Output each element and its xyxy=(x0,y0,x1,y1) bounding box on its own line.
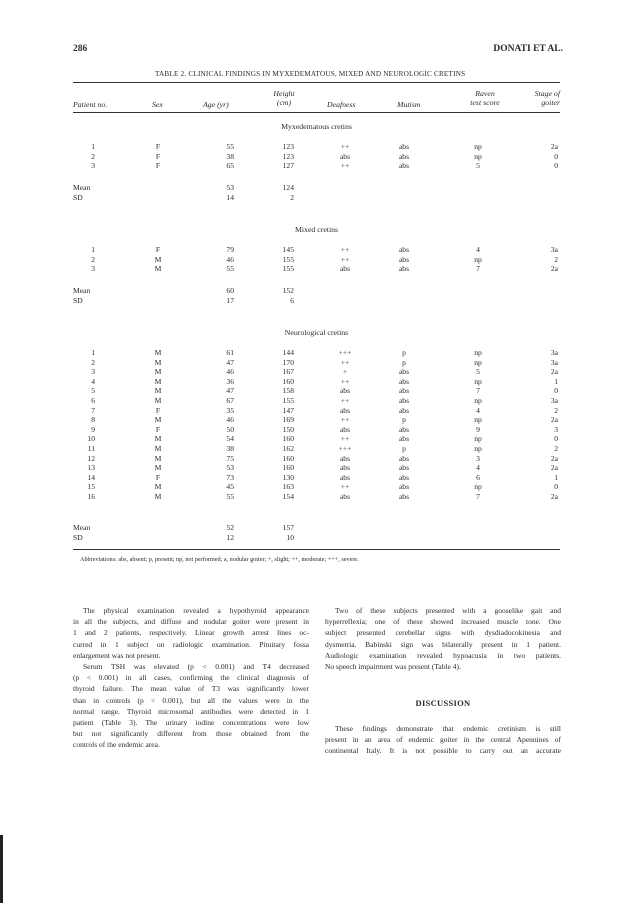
cell-patient: 1 xyxy=(91,142,95,151)
cell-patient: 13 xyxy=(87,463,95,473)
table-caption: TABLE 2. CLINICAL FINDINGS IN MYXEDEMATOUS, MIXED AND NEUROLOGIC CRETINS xyxy=(155,70,466,78)
cell-goiter: 2a xyxy=(550,264,558,274)
mean-height: 124 xyxy=(282,183,294,192)
sd-label: SD xyxy=(73,532,83,542)
cell-deafness: abs xyxy=(339,463,351,473)
cell-sex: M xyxy=(154,492,162,501)
cell-sex: F xyxy=(155,405,161,415)
cell-mutism: abs xyxy=(398,161,410,171)
cell-deafness: ++ xyxy=(340,376,350,386)
cell-age: 55 xyxy=(226,264,234,274)
cell-age: 75 xyxy=(226,453,234,463)
cell-age: 46 xyxy=(226,415,234,425)
col-height-header xyxy=(264,89,304,107)
col-patient-header: Patient no. xyxy=(73,100,108,109)
cell-raven: 4 xyxy=(476,245,480,254)
cell-goiter: 2a xyxy=(550,453,558,463)
cell-patient: 16 xyxy=(87,492,95,501)
cell-age: 47 xyxy=(226,386,234,396)
cell-deafness: +++ xyxy=(338,444,352,453)
cell-age: 47 xyxy=(226,357,234,367)
col-mutism-header: Mutism xyxy=(397,100,421,109)
cell-patient: 14 xyxy=(87,472,95,482)
discussion-heading: DISCUSSION xyxy=(415,698,471,708)
cell-deafness: ++ xyxy=(340,254,350,264)
body-text-line: Audiologic examination revealed hypoacusia in two patients. xyxy=(325,650,561,660)
cell-sex: F xyxy=(155,142,161,151)
cell-raven: np xyxy=(474,376,482,386)
cell-height: 160 xyxy=(282,453,294,463)
col-raven-header-line1: Raven xyxy=(475,89,495,98)
cell-mutism: abs xyxy=(398,396,410,405)
mean-label: Mean xyxy=(73,286,91,295)
cell-raven: np xyxy=(474,254,482,264)
body-text-line: normal range. Thyroid microsomal antibodies were detected in 1 xyxy=(73,706,309,716)
cell-sex: M xyxy=(154,367,162,377)
cell-patient: 9 xyxy=(91,424,95,434)
cell-age: 46 xyxy=(226,367,234,377)
cell-mutism: abs xyxy=(398,386,410,396)
col-goiter-header-line2: goiter xyxy=(541,98,560,107)
cell-age: 73 xyxy=(226,472,234,482)
cell-patient: 3 xyxy=(91,161,95,171)
cell-raven: np xyxy=(474,142,482,151)
body-left-column xyxy=(73,605,309,751)
cell-height: 169 xyxy=(282,415,294,425)
cell-deafness: abs xyxy=(339,264,351,274)
cell-raven: np xyxy=(474,444,482,453)
body-text-line: hyperreflexia; one of these showed increased muscle tone. One xyxy=(325,617,561,627)
cell-height: 144 xyxy=(282,348,294,357)
cell-height: 123 xyxy=(282,142,294,151)
cell-raven: 7 xyxy=(476,264,480,274)
body-text-line: No speech impairment was present (Table 4). xyxy=(325,662,461,672)
sd-age: 14 xyxy=(226,192,234,202)
mean-label: Mean xyxy=(73,183,91,192)
cell-sex: M xyxy=(154,463,162,473)
mean-label: Mean xyxy=(73,523,91,532)
cell-patient: 1 xyxy=(91,245,95,254)
cell-deafness: ++ xyxy=(340,396,350,405)
cell-sex: M xyxy=(154,434,162,444)
body-text-line: subject presented cerebellar signs with dysdiadocokinesia and xyxy=(325,628,561,638)
table-bottom-rule xyxy=(73,549,560,550)
cell-patient: 4 xyxy=(91,376,95,386)
body-text-line: but not significantly different from those obtained from the xyxy=(73,729,309,739)
body-right-column-bottom xyxy=(325,723,561,757)
cell-mutism: p xyxy=(402,348,406,357)
cell-raven: 4 xyxy=(476,463,480,473)
cell-deafness: abs xyxy=(339,405,351,415)
cell-patient: 2 xyxy=(91,357,95,367)
sd-height: 10 xyxy=(286,532,294,542)
cell-deafness: abs xyxy=(339,453,351,463)
cell-age: 38 xyxy=(226,444,234,453)
cell-age: 67 xyxy=(226,396,234,405)
cell-age: 35 xyxy=(226,405,234,415)
group-title: Neurological cretins xyxy=(284,328,349,337)
cell-raven: np xyxy=(474,482,482,492)
cell-height: 162 xyxy=(282,444,294,453)
sd-height: 2 xyxy=(290,192,294,202)
cell-goiter: 1 xyxy=(554,472,558,482)
scan-edge-mark xyxy=(0,835,3,903)
cell-height: 150 xyxy=(282,424,294,434)
body-text-line: Serum TSH was elevated (p < 0.001) and T4 decreased xyxy=(83,662,309,672)
cell-patient: 2 xyxy=(91,254,95,264)
cell-goiter: 0 xyxy=(554,151,558,161)
cell-patient: 5 xyxy=(91,386,95,396)
cell-sex: M xyxy=(154,254,162,264)
cell-deafness: ++ xyxy=(340,245,350,254)
body-text-line: curred in 1 subject on radiologic examination. Pituitary fossa xyxy=(73,639,309,649)
body-text-line: controls of the endemic area. xyxy=(73,740,160,750)
group-title: Mixed cretins xyxy=(294,225,339,234)
cell-age: 45 xyxy=(226,482,234,492)
group-title: Myxedematous cretins xyxy=(281,122,352,131)
mean-height: 152 xyxy=(282,286,294,295)
cell-deafness: +++ xyxy=(338,348,352,357)
body-text-line: These findings demonstrate that endemic cretinism is still xyxy=(335,724,561,733)
cell-age: 36 xyxy=(226,376,234,386)
cell-deafness: ++ xyxy=(340,482,350,492)
cell-age: 55 xyxy=(226,142,234,151)
body-text-line: 1 and 2 patients, respectively. Linear growth arrest lines oc- xyxy=(73,628,309,638)
cell-mutism: abs xyxy=(398,376,410,386)
cell-goiter: 1 xyxy=(554,376,558,386)
cell-sex: M xyxy=(154,348,162,357)
cell-patient: 15 xyxy=(87,482,95,492)
body-text-line: thyroid failure. The mean value of T3 was significantly lower xyxy=(73,684,309,694)
cell-mutism: abs xyxy=(398,424,410,434)
cell-deafness: abs xyxy=(339,492,351,501)
body-text-line: in all the subjects, and diffuse and nodular goiter were present in xyxy=(73,617,309,627)
body-text-line: than in controls (p < 0.001), but all the values were in the xyxy=(73,695,309,705)
cell-patient: 10 xyxy=(87,434,95,444)
cell-deafness: + xyxy=(342,367,348,377)
cell-sex: M xyxy=(154,482,162,492)
mean-age: 60 xyxy=(226,286,234,295)
body-text-line: continental Italy. It is not possible to carry out an accurate xyxy=(325,746,561,756)
cell-goiter: 2a xyxy=(550,492,558,501)
cell-age: 65 xyxy=(226,161,234,171)
cell-sex: F xyxy=(155,424,161,434)
body-text-line: Two of these subjects presented with a gooselike gait and xyxy=(335,606,561,615)
sd-age: 17 xyxy=(226,295,234,305)
cell-goiter: 2 xyxy=(554,444,558,453)
cell-sex: F xyxy=(155,245,161,254)
running-head: DONATI ET AL. xyxy=(493,44,563,54)
sd-height: 6 xyxy=(290,295,294,305)
cell-mutism: abs xyxy=(398,151,410,161)
cell-height: 127 xyxy=(282,161,294,171)
cell-sex: M xyxy=(154,396,162,405)
cell-raven: np xyxy=(474,151,482,161)
cell-height: 155 xyxy=(282,396,294,405)
cell-raven: 7 xyxy=(476,492,480,501)
cell-goiter: 2a xyxy=(550,142,558,151)
cell-raven: 9 xyxy=(476,424,480,434)
body-text-line: (p < 0.001) in all cases, confirming the clinical diagnosis of xyxy=(73,673,309,683)
table-abbreviations: Abbreviations: abs, absent; p, present; np, not performed; a, nodular goiter; +, slight; ++, moderate; +++, severe. xyxy=(80,556,359,563)
cell-goiter: 3 xyxy=(554,424,558,434)
cell-height: 170 xyxy=(282,357,294,367)
cell-mutism: abs xyxy=(398,245,410,254)
cell-patient: 2 xyxy=(91,151,95,161)
cell-sex: F xyxy=(155,151,161,161)
cell-deafness: abs xyxy=(339,386,351,396)
col-age-header: Age (yr) xyxy=(203,100,229,109)
cell-raven: np xyxy=(474,348,482,357)
cell-deafness: ++ xyxy=(340,434,350,444)
table-top-rule xyxy=(73,82,560,83)
cell-sex: M xyxy=(154,444,162,453)
col-raven-header xyxy=(455,89,515,107)
cell-goiter: 3a xyxy=(550,396,558,405)
body-text-line: enlargement was not present. xyxy=(73,650,161,660)
cell-age: 55 xyxy=(226,492,234,501)
col-deafness-header: Deafness xyxy=(327,100,356,109)
cell-mutism: abs xyxy=(398,472,410,482)
cell-sex: M xyxy=(154,264,162,274)
cell-raven: 5 xyxy=(476,367,480,377)
cell-raven: np xyxy=(474,357,482,367)
cell-mutism: abs xyxy=(398,264,410,274)
body-text-line: dysmetria. Babinski sign was bilaterally present in 1 patient. xyxy=(325,639,561,649)
cell-patient: 1 xyxy=(91,348,95,357)
cell-goiter: 0 xyxy=(554,482,558,492)
cell-patient: 3 xyxy=(91,264,95,274)
cell-height: 160 xyxy=(282,463,294,473)
cell-sex: M xyxy=(154,376,162,386)
cell-mutism: p xyxy=(402,415,406,425)
cell-raven: 5 xyxy=(476,161,480,171)
col-height-header-line2: (cm) xyxy=(276,98,292,107)
cell-sex: F xyxy=(155,161,161,171)
cell-height: 163 xyxy=(282,482,294,492)
cell-age: 61 xyxy=(226,348,234,357)
cell-sex: M xyxy=(154,357,162,367)
cell-age: 46 xyxy=(226,254,234,264)
cell-mutism: abs xyxy=(398,142,410,151)
cell-height: 130 xyxy=(282,472,294,482)
cell-goiter: 3a xyxy=(550,357,558,367)
mean-age: 53 xyxy=(226,183,234,192)
cell-patient: 6 xyxy=(91,396,95,405)
col-raven-header-line2: test score xyxy=(470,98,500,107)
cell-age: 38 xyxy=(226,151,234,161)
cell-patient: 11 xyxy=(87,444,95,453)
cell-deafness: ++ xyxy=(340,415,350,425)
col-height-header-line1: Height xyxy=(273,89,295,98)
cell-goiter: 3a xyxy=(550,245,558,254)
cell-height: 123 xyxy=(282,151,294,161)
cell-sex: M xyxy=(154,453,162,463)
cell-height: 155 xyxy=(282,254,294,264)
cell-patient: 8 xyxy=(91,415,95,425)
col-goiter-header-line1: Stage of xyxy=(534,89,560,98)
cell-age: 50 xyxy=(226,424,234,434)
cell-deafness: ++ xyxy=(340,357,350,367)
cell-mutism: abs xyxy=(398,367,410,377)
body-text-line: patient (Table 3). The urinary iodine concentrations were low xyxy=(73,718,309,728)
cell-goiter: 2a xyxy=(550,463,558,473)
cell-goiter: 2 xyxy=(554,405,558,415)
cell-goiter: 2a xyxy=(550,367,558,377)
body-text-line: The physical examination revealed a hypothyroid appearance xyxy=(83,606,309,615)
col-goiter-header xyxy=(515,89,560,107)
cell-goiter: 2 xyxy=(554,254,558,264)
cell-sex: M xyxy=(154,415,162,425)
cell-patient: 3 xyxy=(91,367,95,377)
cell-mutism: abs xyxy=(398,434,410,444)
page-number: 286 xyxy=(73,44,88,54)
cell-mutism: abs xyxy=(398,405,410,415)
cell-mutism: p xyxy=(402,357,406,367)
cell-deafness: abs xyxy=(339,151,351,161)
body-right-column-top xyxy=(325,605,561,672)
cell-goiter: 0 xyxy=(554,386,558,396)
cell-raven: 7 xyxy=(476,386,480,396)
cell-raven: 4 xyxy=(476,405,480,415)
cell-goiter: 0 xyxy=(554,161,558,171)
cell-raven: np xyxy=(474,396,482,405)
body-text-line: present in an area of endemic goiter in the central Apennines of xyxy=(325,735,561,745)
cell-goiter: 2a xyxy=(550,415,558,425)
cell-deafness: ++ xyxy=(340,161,350,171)
cell-deafness: abs xyxy=(339,472,351,482)
cell-goiter: 3a xyxy=(550,348,558,357)
sd-label: SD xyxy=(73,192,83,202)
table-header-rule xyxy=(73,112,560,113)
mean-height: 157 xyxy=(282,523,294,532)
sd-label: SD xyxy=(73,295,83,305)
cell-goiter: 0 xyxy=(554,434,558,444)
cell-sex: F xyxy=(155,472,161,482)
cell-patient: 7 xyxy=(91,405,95,415)
cell-height: 145 xyxy=(282,245,294,254)
cell-mutism: abs xyxy=(398,453,410,463)
cell-height: 155 xyxy=(282,264,294,274)
cell-mutism: abs xyxy=(398,463,410,473)
cell-raven: 6 xyxy=(476,472,480,482)
cell-deafness: abs xyxy=(339,424,351,434)
col-sex-header: Sex xyxy=(152,100,163,109)
mean-age: 52 xyxy=(226,523,234,532)
cell-sex: M xyxy=(154,386,162,396)
cell-mutism: p xyxy=(402,444,406,453)
cell-mutism: abs xyxy=(398,482,410,492)
cell-age: 54 xyxy=(226,434,234,444)
cell-deafness: ++ xyxy=(340,142,350,151)
cell-height: 158 xyxy=(282,386,294,396)
cell-raven: np xyxy=(474,415,482,425)
cell-height: 160 xyxy=(282,434,294,444)
cell-height: 147 xyxy=(282,405,294,415)
cell-age: 53 xyxy=(226,463,234,473)
cell-mutism: abs xyxy=(398,492,410,501)
cell-patient: 12 xyxy=(87,453,95,463)
cell-age: 79 xyxy=(226,245,234,254)
cell-raven: 3 xyxy=(476,453,480,463)
cell-raven: np xyxy=(474,434,482,444)
cell-mutism: abs xyxy=(398,254,410,264)
sd-age: 12 xyxy=(226,532,234,542)
cell-height: 160 xyxy=(282,376,294,386)
cell-height: 154 xyxy=(282,492,294,501)
cell-height: 167 xyxy=(282,367,294,377)
